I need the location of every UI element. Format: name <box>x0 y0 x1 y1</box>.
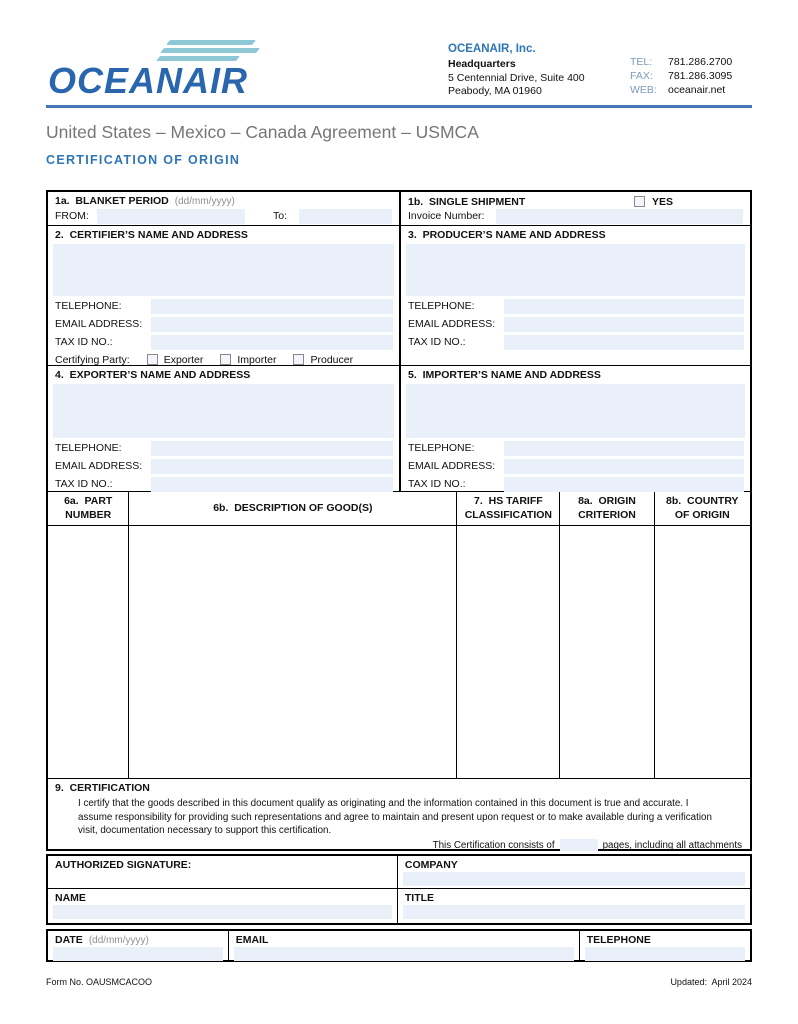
date-cell <box>48 931 228 960</box>
single-shipment-yes-checkbox[interactable] <box>634 196 645 207</box>
producer-email-input[interactable] <box>504 317 744 332</box>
importer-section-label: 5. IMPORTER’S NAME AND ADDRESS <box>408 369 601 381</box>
certification-section-label: 9. CERTIFICATION <box>55 782 150 794</box>
company-name: OCEANAIR, Inc. <box>448 43 536 55</box>
name-label: NAME <box>55 892 86 904</box>
web-row <box>630 83 752 97</box>
company-division: Headquarters <box>448 57 516 70</box>
producer-taxid-input[interactable] <box>504 335 744 350</box>
form-number: Form No. OAUSMCACOO <box>46 977 153 987</box>
date-input[interactable] <box>53 947 223 961</box>
certifying-party-producer-label: Producer <box>310 353 354 366</box>
description-cell-input[interactable] <box>129 526 457 778</box>
telephone-input[interactable] <box>585 947 745 961</box>
section-3-producer <box>399 226 750 365</box>
importer-address-input[interactable] <box>406 384 745 438</box>
exporter-taxid-label: TAX ID NO.: <box>55 478 113 490</box>
signature-area[interactable] <box>48 871 397 885</box>
fax-row <box>630 69 752 83</box>
origin-criterion-column-header: 8a. ORIGIN CRITERION <box>560 492 654 525</box>
certifying-party-label: Certifying Party: <box>55 353 130 366</box>
company-label: COMPANY <box>404 859 458 871</box>
date-format-hint: (dd/mm/yyyy) <box>88 935 149 946</box>
section-9-certification <box>48 779 750 849</box>
exporter-taxid-input[interactable] <box>151 477 393 492</box>
description-column-header: 6b. DESCRIPTION OF GOOD(S) <box>129 492 457 525</box>
certifier-email-input[interactable] <box>151 317 393 332</box>
name-cell <box>48 889 397 923</box>
part-number-column-header: 6a. PART NUMBER <box>48 492 129 525</box>
email-cell <box>228 931 579 960</box>
certifying-party-exporter-checkbox[interactable] <box>147 354 158 365</box>
goods-table-header <box>48 492 750 526</box>
importer-taxid-input[interactable] <box>504 477 744 492</box>
certifying-party-producer-checkbox[interactable] <box>293 354 304 365</box>
fax-label: FAX: <box>630 70 653 83</box>
blanket-from-input[interactable] <box>97 209 245 224</box>
company-address-line-2: Peabody, MA 01960 <box>448 85 542 98</box>
date-email-telephone-row <box>46 929 752 962</box>
importer-telephone-input[interactable] <box>504 441 744 456</box>
to-label: To: <box>273 210 288 222</box>
page-title: CERTIFICATION OF ORIGIN <box>46 153 241 167</box>
importer-email-input[interactable] <box>504 459 744 474</box>
certifying-party-importer-checkbox[interactable] <box>220 354 231 365</box>
producer-email-label: EMAIL ADDRESS: <box>408 318 496 330</box>
exporter-telephone-input[interactable] <box>151 441 393 456</box>
tel-row <box>630 55 752 69</box>
yes-label: YES <box>651 195 673 208</box>
exporter-section-label: 4. EXPORTER’S NAME AND ADDRESS <box>55 369 251 381</box>
date-label: DATE <box>55 934 83 946</box>
certifier-taxid-input[interactable] <box>151 335 393 350</box>
company-info <box>448 38 630 99</box>
country-of-origin-column-header: 8b. COUNTRY OF ORIGIN <box>665 494 739 521</box>
certifier-address-input[interactable] <box>53 244 394 296</box>
telephone-cell <box>579 931 750 960</box>
single-shipment-label: 1b. SINGLE SHIPMENT <box>408 195 526 208</box>
company-address-line-1: 5 Centennial Drive, Suite 400 <box>448 71 585 84</box>
header-divider-rule <box>46 105 752 108</box>
authorized-signature-label: AUTHORIZED SIGNATURE: <box>55 859 192 871</box>
blanket-period-label: 1a. BLANKET PERIOD <box>55 195 169 207</box>
consists-prefix-text: This Certification consists of <box>432 839 555 851</box>
exporter-email-label: EMAIL ADDRESS: <box>55 460 143 472</box>
certification-statement: I certify that the goods described in this document qualify as originating and the information contained in this document is true and accurate. I assume responsibility for providing such representations and agree to maintain and present upon request or to make available during a verification visit, documentation necessary to support this certification. <box>78 798 712 837</box>
hs-tariff-column-header: 7. HS TARIFF CLASSIFICATION <box>457 492 560 525</box>
oceanair-logo <box>46 38 448 102</box>
email-input[interactable] <box>234 947 574 961</box>
web-link[interactable]: oceanair.net <box>668 84 726 97</box>
pages-count-line <box>48 839 750 851</box>
certifier-email-label: EMAIL ADDRESS: <box>55 318 143 330</box>
title-label: TITLE <box>404 892 435 904</box>
title-cell <box>397 889 750 923</box>
blanket-to-input[interactable] <box>299 209 392 224</box>
producer-address-input[interactable] <box>406 244 745 296</box>
section-2-certifier <box>48 226 399 365</box>
invoice-number-input[interactable] <box>496 209 743 224</box>
exporter-telephone-label: TELEPHONE: <box>55 442 122 454</box>
importer-email-label: EMAIL ADDRESS: <box>408 460 496 472</box>
main-form-table <box>46 190 752 851</box>
email-label: EMAIL <box>235 934 269 946</box>
invoice-number-label: Invoice Number: <box>408 210 485 222</box>
part-number-cell-input[interactable] <box>48 526 129 778</box>
certifier-section-label: 2. CERTIFIER’S NAME AND ADDRESS <box>55 229 248 241</box>
producer-telephone-input[interactable] <box>504 299 744 314</box>
tel-label: TEL: <box>630 56 653 68</box>
producer-section-label: 3. PRODUCER’S NAME AND ADDRESS <box>408 229 606 241</box>
producer-taxid-label: TAX ID NO.: <box>408 336 466 348</box>
page-footer <box>46 977 752 987</box>
blanket-period-date-format-hint: (dd/mm/yyyy) <box>174 196 235 207</box>
certifier-telephone-label: TELEPHONE: <box>55 300 122 312</box>
logo-wordmark: OCEANAIR <box>48 60 249 101</box>
web-label: WEB: <box>630 84 657 97</box>
logo-speedline-icon <box>166 40 256 45</box>
telephone-label: TELEPHONE <box>586 934 651 946</box>
certifying-party-exporter-label: Exporter <box>163 353 204 366</box>
importer-telephone-label: TELEPHONE: <box>408 442 475 454</box>
exporter-email-input[interactable] <box>151 459 393 474</box>
from-label: FROM: <box>55 210 89 222</box>
title-input[interactable] <box>403 905 745 919</box>
certifying-party-importer-label: Importer <box>237 353 277 366</box>
section-4-exporter <box>48 366 399 491</box>
company-cell <box>397 856 750 888</box>
pages-count-input[interactable] <box>560 839 598 851</box>
section-1a-blanket-period <box>48 192 399 225</box>
section-1b-single-shipment <box>399 192 750 225</box>
origin-criterion-cell-input[interactable] <box>560 526 654 778</box>
contact-info <box>630 38 752 98</box>
importer-taxid-label: TAX ID NO.: <box>408 478 466 490</box>
tel-value: 781.286.2700 <box>668 56 733 68</box>
authorized-signature-cell <box>48 856 397 888</box>
country-of-origin-cell-input[interactable] <box>655 526 751 778</box>
consists-suffix-text: pages, including all attachments <box>602 839 742 851</box>
section-5-importer <box>399 366 750 491</box>
certifier-telephone-input[interactable] <box>151 299 393 314</box>
fax-value: 781.286.3095 <box>668 70 733 83</box>
certifier-taxid-label: TAX ID NO.: <box>55 336 113 348</box>
name-input[interactable] <box>53 905 392 919</box>
goods-table-body <box>48 526 750 779</box>
logo-speedline-icon <box>160 48 260 53</box>
updated-date: Updated: April 2024 <box>670 977 752 987</box>
company-input[interactable] <box>403 872 745 886</box>
producer-telephone-label: TELEPHONE: <box>408 300 475 312</box>
letterhead <box>46 0 752 102</box>
signature-block <box>46 854 752 925</box>
exporter-address-input[interactable] <box>53 384 394 438</box>
hs-tariff-cell-input[interactable] <box>457 526 560 778</box>
agreement-title: United States – Mexico – Canada Agreement – USMCA <box>46 122 479 142</box>
